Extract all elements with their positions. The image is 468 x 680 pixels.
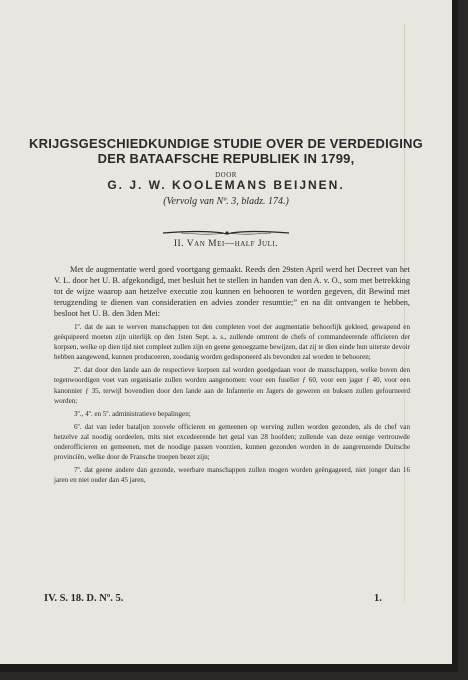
continuation-note: (Vervolg van Nº. 3, bladz. 174.) bbox=[163, 196, 289, 207]
page-number: 1. bbox=[374, 593, 382, 604]
paragraph-item-7: 7º. dat geene andere dan gezonde, weerbare manschappen zullen mogen worden geëngageerd, niet jonger dan 16 jaren en niet ouder dan 45 jaren, bbox=[54, 466, 410, 485]
title-line-1: KRIJGSGESCHIEDKUNDIGE STUDIE OVER DE VERDEDIGING bbox=[29, 136, 423, 151]
paragraph-intro: Met de augmentatie werd goed voortgang gemaakt. Reeds den 29sten April werd het Decreet van het V. L. door het U. B. afgekondigd, met besluit het te stellen in handen van den A. v. O., som met betrekking tot de wijze waarop aan hetzelve executie zou kunnen en behooren te worden gegeven, dit Bewind met terugzending te dienen van consideratien en advies zonder resumtie;” en na dit ontvangen te hebben, besloot het U. B. den 3den Mei: bbox=[54, 265, 410, 318]
author-name: G. J. W. KOOLEMANS BEIJNEN. bbox=[107, 178, 345, 192]
section-heading: II. Van Mei—half Juli. bbox=[173, 239, 279, 249]
title-line-2: DER BATAAFSCHE REPUBLIEK IN 1799, bbox=[97, 151, 355, 166]
signature-mark: IV. S. 18. D. Nº. 5. bbox=[44, 593, 124, 604]
body-text bbox=[54, 264, 410, 485]
author-preposition: DOOR bbox=[215, 171, 237, 179]
paragraph-item-3-5: 3º., 4º. en 5º. administratieve bepalingen; bbox=[74, 409, 191, 418]
paragraph-item-1: 1º. dat de aan te werven manschappen tot den completen voet der augmentatie behoorlijk gekleed, gewapend en geëquipeerd moeten zijn uiterlijk op den 1sten Sept. a. s., zullende omtrent de chefs of commandeerende officieren der korpsen, welke op dien tijd niet compleet zullen zijn en geene genoegzame bewijzen, dat zij te dien einde hun uiterste devoir hebben aangewend, kunnen produceeren, zoodanig worden gedisponeerd als bevonden zal worden te behooren; bbox=[54, 323, 410, 362]
paragraph-item-6: 6º. dat van ieder bataljon zoovele officieren en gemeenen op werving zullen worden gezonden, als de chef van hetzelve zal noodig oordeelen, mits niet excedeerende het getal van 28 hoofden; zullende van deze eenige vertrouwde onderofficieren en gemeenen, met de noodige passen voorzien, kunnen gezonden worden in de aangrenzende Duitsche provinciën, welke door de Fransche troepen bezet zijn; bbox=[54, 422, 410, 462]
paragraph-item-2: 2º. dat door den lande aan de respectieve korpsen zal worden goedgedaan voor de manschappen, welke boven den tegenwoordigen voet van organisatie zullen worden aangenomen: voor een fuselier ƒ 60, voor een jager ƒ 40, voor een kanonnier ƒ 35, terwijl bovendien door den lande aan de Infanterie en Jagers de geweren en buksen zullen gefourneerd worden; bbox=[54, 366, 410, 405]
